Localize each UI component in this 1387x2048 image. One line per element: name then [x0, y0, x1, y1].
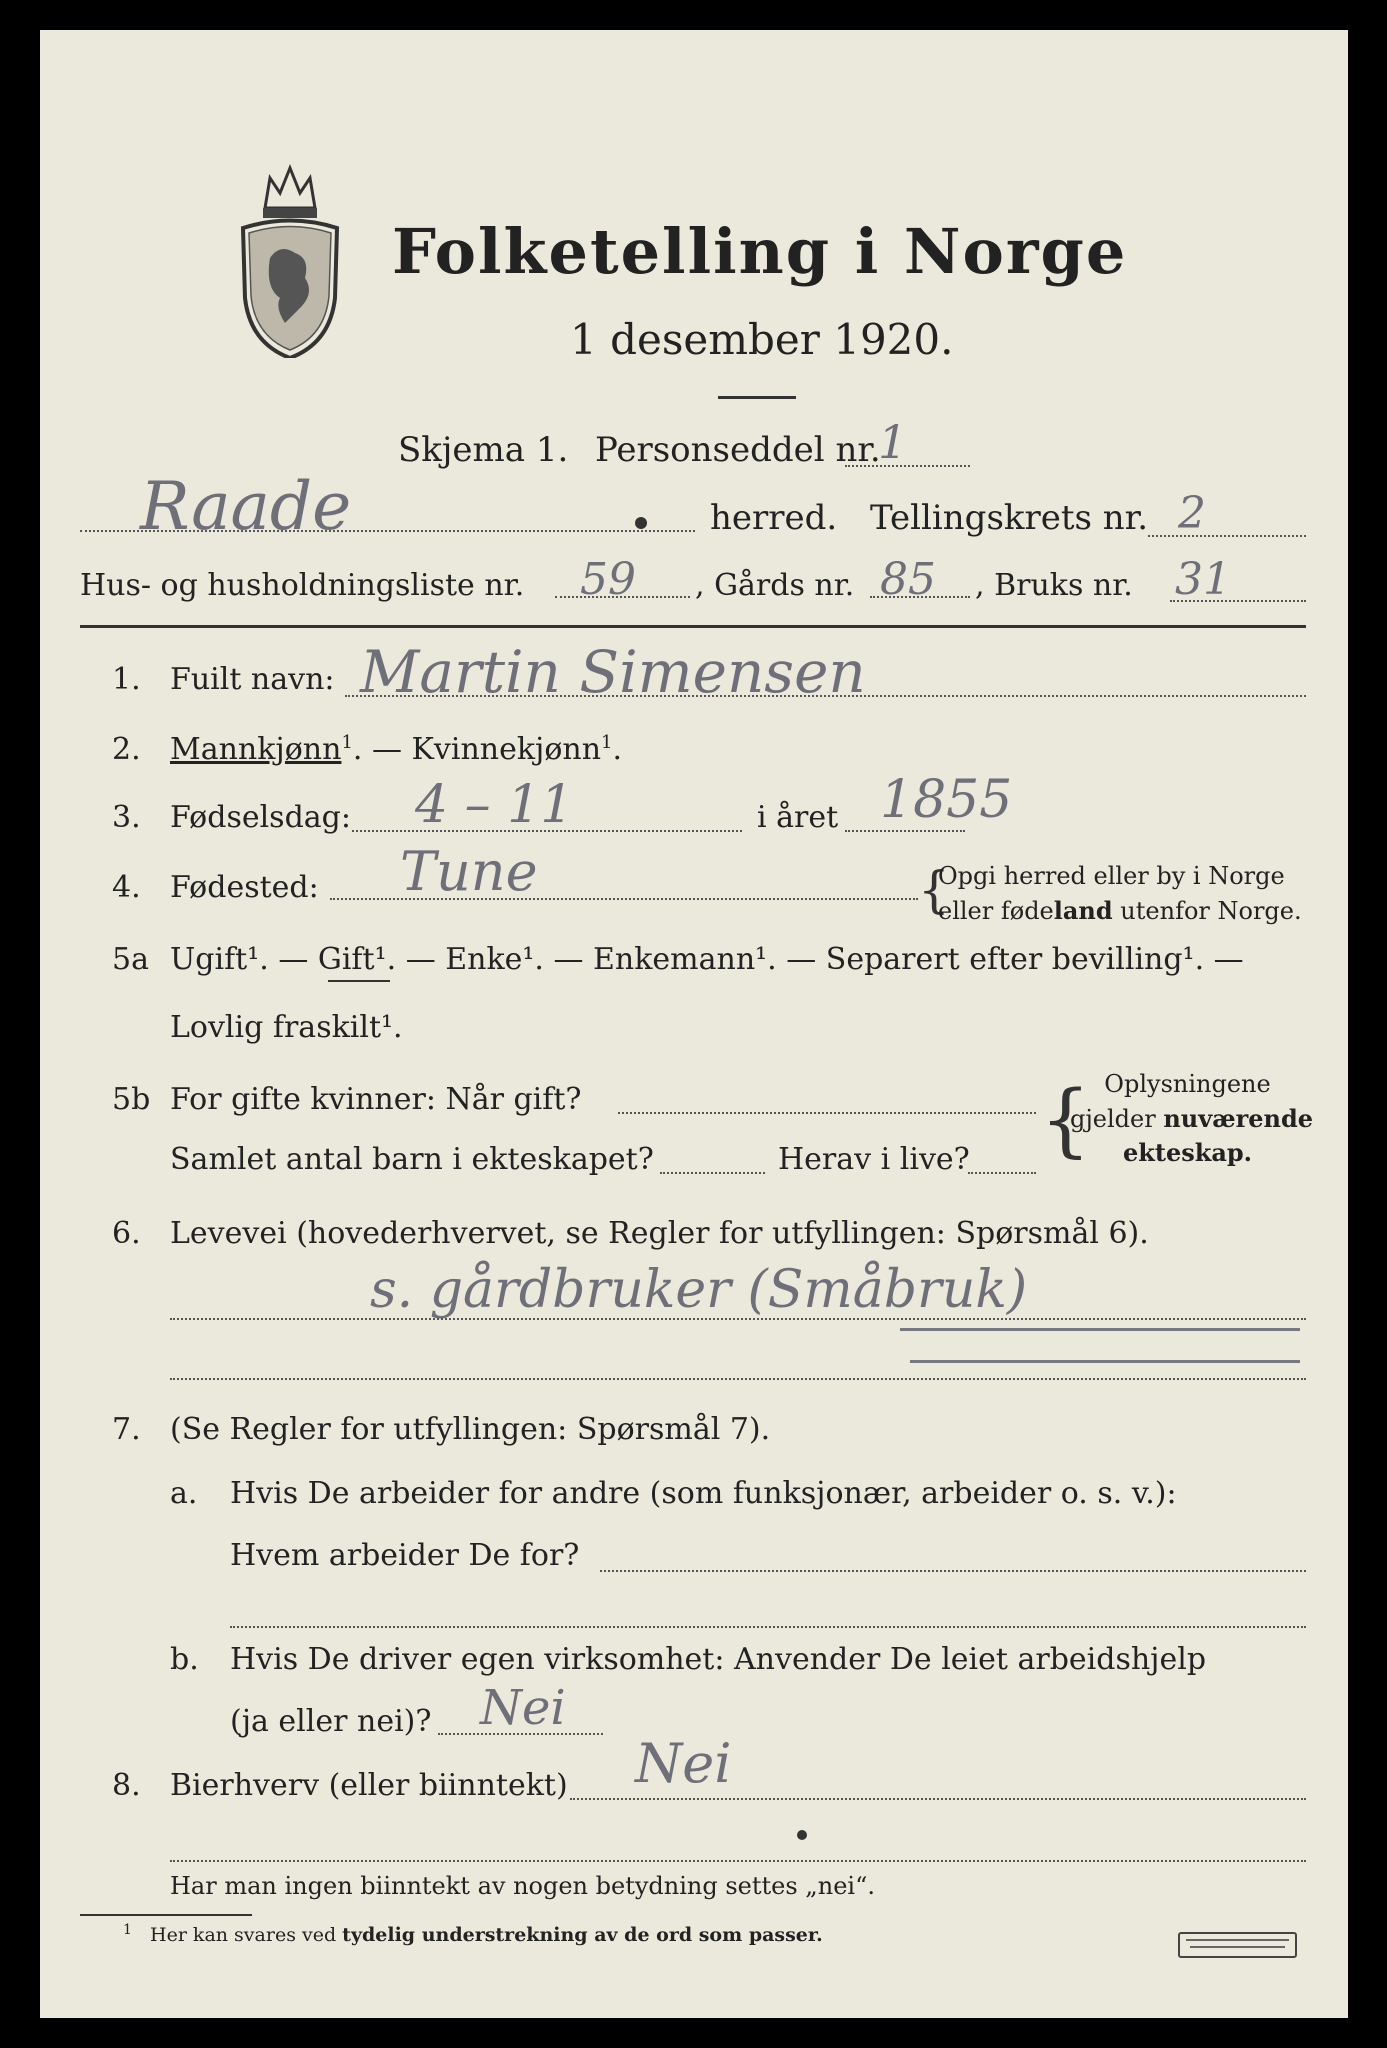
- printer-stamp: [1178, 1932, 1297, 1958]
- norway-coat-of-arms-icon: [235, 158, 345, 358]
- herred-line: [80, 530, 695, 532]
- q6-line2: [170, 1378, 1306, 1380]
- q5a-line2: Lovlig fraskilt¹.: [170, 1010, 403, 1045]
- footnote-mark: 1: [123, 1922, 132, 1938]
- q5b-alive-line: [968, 1172, 1036, 1174]
- form-title: Folketelling i Norge: [392, 215, 1128, 288]
- q4-note-line2: eller fødeland utenfor Norge.: [938, 896, 1302, 925]
- q4-label: Fødested:: [170, 870, 319, 905]
- herred-value: Raade: [140, 468, 352, 545]
- q2-end: .: [612, 732, 623, 767]
- q7a-extra-line: [230, 1626, 1306, 1628]
- gift-underline: [328, 980, 390, 982]
- q1-number: 1.: [112, 662, 141, 697]
- q1-value: Martin Simensen: [360, 638, 866, 706]
- q7-label: (Se Regler for utfyllingen: Spørsmål 7).: [170, 1412, 771, 1447]
- q5b-number: 5b: [112, 1082, 151, 1117]
- q5b-line2b: Herav i live?: [778, 1142, 970, 1177]
- q3-value: 4 – 11: [415, 775, 574, 835]
- q5b-children-line: [660, 1172, 765, 1174]
- q5b-brace: {: [1040, 1073, 1091, 1166]
- ink-dot-2: [797, 1830, 807, 1840]
- q4-value: Tune: [400, 840, 538, 903]
- q7a-line2: Hvem arbeider De for?: [230, 1538, 580, 1573]
- tellingskrets-value: 2: [1178, 488, 1206, 539]
- q3-year-line: [845, 830, 965, 832]
- q6-pen-stroke2: [910, 1360, 1300, 1363]
- q5a-number: 5a: [112, 942, 149, 977]
- q6-label: Levevei (hovederhvervet, se Regler for utfyllingen: Spørsmål 6).: [170, 1216, 1149, 1251]
- tellingskrets-line: [1148, 535, 1306, 537]
- ink-dot: [635, 517, 647, 529]
- q6-line1: [170, 1318, 1306, 1320]
- q2-number: 2.: [112, 732, 141, 767]
- q7b-line2: (ja eller nei)?: [230, 1704, 432, 1739]
- q3-number: 3.: [112, 800, 141, 835]
- personseddel-line: [845, 465, 970, 467]
- personseddel-value: 1: [878, 415, 908, 469]
- q6-value: s. gårdbruker (Småbruk): [370, 1260, 1028, 1320]
- q8-number: 8.: [112, 1768, 141, 1803]
- q3-year-value: 1855: [880, 770, 1013, 830]
- gards-value: 85: [880, 554, 936, 605]
- q8-extra-line: [170, 1860, 1306, 1862]
- q5b-note2: gjelder nuværende: [1070, 1104, 1314, 1133]
- gards-label: , Gårds nr.: [695, 568, 855, 603]
- q4-number: 4.: [112, 870, 141, 905]
- q2-female: Kvinnekjønn: [411, 732, 602, 767]
- bruks-label: , Bruks nr.: [975, 568, 1133, 603]
- census-form: [40, 30, 1348, 2018]
- q6-number: 6.: [112, 1216, 141, 1251]
- q5b-line1: For gifte kvinner: Når gift?: [170, 1082, 582, 1117]
- census-date: 1 desember 1920.: [570, 315, 954, 364]
- q7b-letter: b.: [170, 1642, 199, 1677]
- q4-brace: {: [918, 861, 950, 919]
- q8-line: [570, 1798, 1306, 1800]
- q2-separator: . —: [352, 732, 412, 767]
- footnote-text: Her kan svares ved tydelig understrekning av de ord som passer.: [150, 1924, 823, 1946]
- q8-value: Nei: [635, 1732, 732, 1795]
- header-rule: [80, 625, 1306, 628]
- husliste-value: 59: [580, 554, 636, 605]
- q1-label: Fuilt navn:: [170, 662, 335, 697]
- title-divider: [718, 396, 796, 399]
- personseddel-label: Personseddel nr.: [595, 430, 881, 470]
- herred-label: herred.: [710, 498, 838, 538]
- q5b-line1-dots: [618, 1112, 1036, 1114]
- q5b-note1: Oplysningene: [1104, 1070, 1271, 1098]
- q7-number: 7.: [112, 1412, 141, 1447]
- tellingskrets-label: Tellingskrets nr.: [870, 498, 1149, 538]
- q8-label: Bierhverv (eller biinntekt): [170, 1768, 568, 1803]
- q5b-note3: ekteskap.: [1122, 1138, 1253, 1167]
- q8-note: Har man ingen biinntekt av nogen betydning settes „nei“.: [170, 1872, 875, 1900]
- q5a-line1: Ugift¹. — Gift¹. — Enke¹. — Enkemann¹. — Separert efter bevilling¹. —: [170, 942, 1244, 977]
- q3-label: Fødselsdag:: [170, 800, 351, 835]
- footnote-rule: [80, 1914, 252, 1916]
- husliste-label: Hus- og husholdningsliste nr.: [80, 568, 525, 603]
- skjema-label: Skjema 1.: [398, 430, 569, 470]
- q2-options: Mannkjønn$^1$. — Kvinnekjønn$^1$.: [170, 732, 623, 767]
- q3-year-label: i året: [757, 800, 839, 835]
- q7a-line-dots: [600, 1570, 1306, 1572]
- q7a-line1: Hvis De arbeider for andre (som funksjonær, arbeider o. s. v.):: [230, 1476, 1177, 1511]
- q4-note-line1: Opgi herred eller by i Norge: [938, 862, 1285, 890]
- q7b-line1: Hvis De driver egen virksomhet: Anvender De leiet arbeidshjelp: [230, 1642, 1207, 1677]
- q5b-line2a: Samlet antal barn i ekteskapet?: [170, 1142, 654, 1177]
- bruks-value: 31: [1175, 554, 1231, 605]
- q2-male: Mannkjønn: [170, 732, 342, 767]
- q6-pen-stroke1: [900, 1328, 1300, 1331]
- q7b-value: Nei: [480, 1680, 566, 1736]
- q7a-letter: a.: [170, 1476, 198, 1511]
